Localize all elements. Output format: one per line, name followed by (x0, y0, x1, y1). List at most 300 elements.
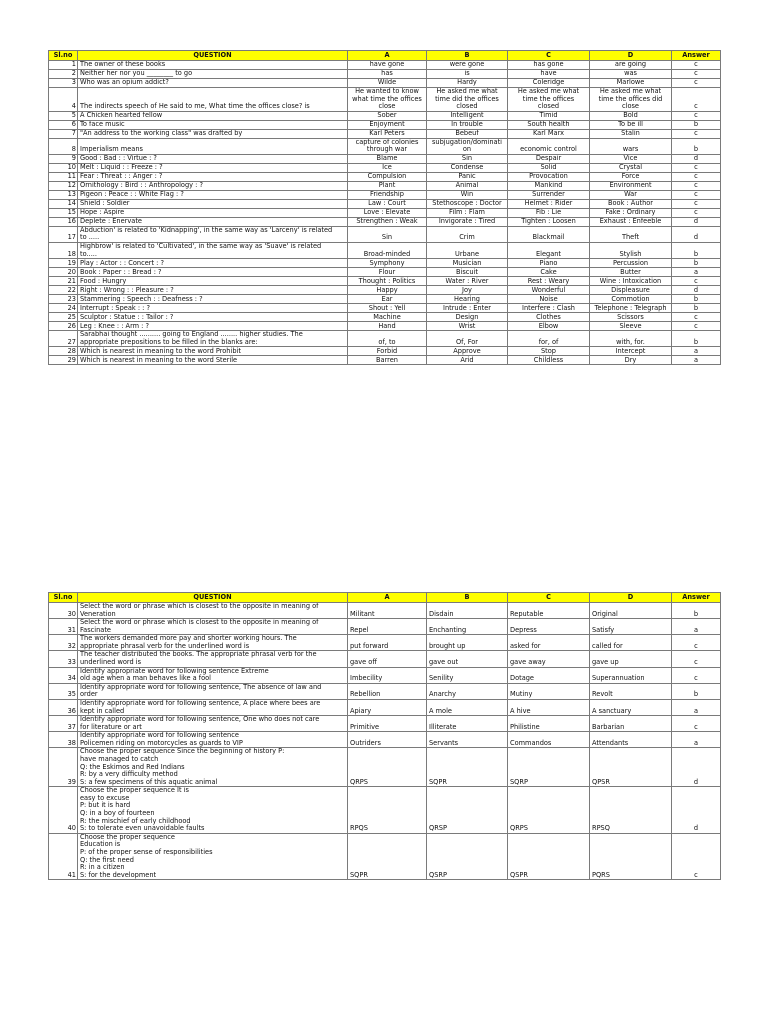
option-d: Sleeve (590, 322, 672, 331)
table-row (49, 208, 721, 217)
question-text: "An address to the working class" was drafted by (78, 129, 348, 138)
answer-cell: b (672, 683, 721, 699)
answer-cell: c (672, 833, 721, 879)
option-b: Win (427, 190, 508, 199)
question-text: Ornithology : Bird : : Anthropology : ? (78, 181, 348, 190)
table-row (49, 259, 721, 268)
table-row (49, 79, 721, 88)
answer-cell: d (672, 748, 721, 787)
option-c: Solid (508, 163, 590, 172)
question-number: 23 (49, 295, 78, 304)
answer-cell: c (672, 172, 721, 181)
question-number: 33 (49, 651, 78, 667)
question-text: Identify appropriate word for following sentence, The absence of law and order (78, 683, 348, 699)
header-question: QUESTION (78, 51, 348, 61)
table-row (49, 304, 721, 313)
option-a: QRPS (348, 748, 427, 787)
option-c: A hive (508, 699, 590, 715)
option-c: for, of (508, 331, 590, 347)
table-row (49, 172, 721, 181)
option-d: with, for. (590, 331, 672, 347)
question-number: 3 (49, 79, 78, 88)
question-text: Play : Actor : : Concert : ? (78, 259, 348, 268)
option-a: Rebellion (348, 683, 427, 699)
answer-cell: b (672, 120, 721, 129)
option-b: Bebeuf (427, 129, 508, 138)
option-a: Ice (348, 163, 427, 172)
option-a: Ear (348, 295, 427, 304)
option-b: Intelligent (427, 111, 508, 120)
option-d: To be ill (590, 120, 672, 129)
answer-cell: c (672, 208, 721, 217)
table-row (49, 667, 721, 683)
option-a: Apiary (348, 699, 427, 715)
question-text: Identify appropriate word for following sentence, One who does not care for literature or art (78, 716, 348, 732)
option-d: A sanctuary (590, 699, 672, 715)
option-a: Sober (348, 111, 427, 120)
question-number: 15 (49, 208, 78, 217)
option-b: QRSP (427, 787, 508, 833)
answer-cell: b (672, 138, 721, 154)
table-row (49, 603, 721, 619)
option-a: Friendship (348, 190, 427, 199)
option-c: Interfere : Clash (508, 304, 590, 313)
option-b: Arid (427, 356, 508, 365)
question-text: Fear : Threat : : Anger : ? (78, 172, 348, 181)
option-b: Stethoscope : Doctor (427, 199, 508, 208)
answer-cell: c (672, 277, 721, 286)
option-a: Machine (348, 313, 427, 322)
option-d: Satisfy (590, 619, 672, 635)
question-number: 25 (49, 313, 78, 322)
table-row (49, 748, 721, 787)
option-b: is (427, 70, 508, 79)
option-a: Karl Peters (348, 129, 427, 138)
table-row (49, 716, 721, 732)
option-a: Law : Court (348, 199, 427, 208)
table-row (49, 322, 721, 331)
question-number: 4 (49, 88, 78, 112)
option-d: Force (590, 172, 672, 181)
option-a: He wanted to know what time the offices close (348, 88, 427, 112)
option-a: Imbecility (348, 667, 427, 683)
question-number: 30 (49, 603, 78, 619)
option-d: Dry (590, 356, 672, 365)
question-number: 6 (49, 120, 78, 129)
option-d: War (590, 190, 672, 199)
question-number: 21 (49, 277, 78, 286)
option-a: Broad-minded (348, 243, 427, 259)
question-text: Pigeon : Peace : : White Flag : ? (78, 190, 348, 199)
question-text: Leg : Knee : : Arm : ? (78, 322, 348, 331)
option-a: Enjoyment (348, 120, 427, 129)
answer-cell: c (672, 70, 721, 79)
option-b: gave out (427, 651, 508, 667)
option-c: Dotage (508, 667, 590, 683)
question-text: The owner of these books (78, 61, 348, 70)
option-a: Strengthen : Weak (348, 217, 427, 226)
option-d: Exhaust : Enfeeble (590, 217, 672, 226)
answer-cell: a (672, 268, 721, 277)
header-answer: Answer (672, 51, 721, 61)
option-b: subjugation/dominati on (427, 138, 508, 154)
table-row (49, 331, 721, 347)
answer-cell: d (672, 286, 721, 295)
question-text: Who was an opium addict? (78, 79, 348, 88)
option-c: Commandos (508, 732, 590, 748)
answer-cell: c (672, 61, 721, 70)
question-text: The teacher distributed the books. The appropriate phrasal verb for the underlined word is (78, 651, 348, 667)
option-b: Film : Flam (427, 208, 508, 217)
option-d: Book : Author (590, 199, 672, 208)
question-number: 1 (49, 61, 78, 70)
option-a: Primitive (348, 716, 427, 732)
question-number: 5 (49, 111, 78, 120)
option-d: Stylish (590, 243, 672, 259)
question-number: 41 (49, 833, 78, 879)
option-c: Fib : Lie (508, 208, 590, 217)
option-a: of, to (348, 331, 427, 347)
option-b: Crim (427, 226, 508, 242)
question-text: Choose the proper sequence It is easy to excuse P: but it is hard Q: in a boy of fourteen R: the mischief of early childhood S: to tolerate even unavoidable faults (78, 787, 348, 833)
table-row (49, 833, 721, 879)
option-b: Senility (427, 667, 508, 683)
option-a: Hand (348, 322, 427, 331)
table-row (49, 154, 721, 163)
question-number: 13 (49, 190, 78, 199)
header-c: C (508, 51, 590, 61)
option-c: Karl Marx (508, 129, 590, 138)
question-text: Melt : Liquid : : Freeze : ? (78, 163, 348, 172)
option-b: SQPR (427, 748, 508, 787)
answer-cell: c (672, 199, 721, 208)
option-b: Invigorate : Tired (427, 217, 508, 226)
question-text: The workers demanded more pay and shorter working hours. The appropriate phrasal verb for the underlined word is (78, 635, 348, 651)
question-table-1 (48, 50, 721, 365)
option-c: Tighten : Loosen (508, 217, 590, 226)
answer-cell: c (672, 716, 721, 732)
option-c: Rest : Weary (508, 277, 590, 286)
header-b: B (427, 51, 508, 61)
question-text: Select the word or phrase which is closest to the opposite in meaning of Veneration (78, 603, 348, 619)
question-text: A Chicken hearted fellow (78, 111, 348, 120)
option-b: Panic (427, 172, 508, 181)
question-number: 19 (49, 259, 78, 268)
table-row (49, 181, 721, 190)
option-b: Disdain (427, 603, 508, 619)
header-d: D (590, 593, 672, 603)
option-d: QPSR (590, 748, 672, 787)
table-row (49, 61, 721, 70)
question-text: Identify appropriate word for following sentence, A place where bees are kept in called (78, 699, 348, 715)
question-number: 38 (49, 732, 78, 748)
question-number: 34 (49, 667, 78, 683)
header-slno: Sl.no (49, 593, 78, 603)
question-number: 40 (49, 787, 78, 833)
question-number: 24 (49, 304, 78, 313)
table-row (49, 120, 721, 129)
option-d: called for (590, 635, 672, 651)
option-a: capture of colonies through war (348, 138, 427, 154)
option-d: Environment (590, 181, 672, 190)
answer-cell: c (672, 651, 721, 667)
option-b: Design (427, 313, 508, 322)
option-a: Happy (348, 286, 427, 295)
option-a: Sin (348, 226, 427, 242)
question-number: 18 (49, 243, 78, 259)
header-question: QUESTION (78, 593, 348, 603)
answer-cell: a (672, 732, 721, 748)
answer-cell: c (672, 667, 721, 683)
question-text: Which is nearest in meaning to the word Prohibit (78, 347, 348, 356)
answer-cell: c (672, 190, 721, 199)
option-b: In trouble (427, 120, 508, 129)
question-number: 20 (49, 268, 78, 277)
header-a: A (348, 51, 427, 61)
question-number: 11 (49, 172, 78, 181)
table-row (49, 732, 721, 748)
option-c: He asked me what time the offices closed (508, 88, 590, 112)
question-text: The indirects speech of He said to me, What time the offices close? is (78, 88, 348, 112)
option-d: PQRS (590, 833, 672, 879)
question-text: Choose the proper sequence Education is P: of the proper sense of responsibilities Q: the first need R: in a citizen S: for the development (78, 833, 348, 879)
option-a: have gone (348, 61, 427, 70)
table-row (49, 635, 721, 651)
answer-cell: d (672, 787, 721, 833)
option-b: Urbane (427, 243, 508, 259)
question-text: Sculptor : Statue : : Tailor : ? (78, 313, 348, 322)
option-c: Timid (508, 111, 590, 120)
answer-cell: d (672, 154, 721, 163)
answer-cell: c (672, 322, 721, 331)
question-number: 8 (49, 138, 78, 154)
option-d: Commotion (590, 295, 672, 304)
table-row (49, 295, 721, 304)
option-d: gave up (590, 651, 672, 667)
option-b: brought up (427, 635, 508, 651)
question-number: 2 (49, 70, 78, 79)
option-a: Flour (348, 268, 427, 277)
table-row (49, 88, 721, 112)
option-a: Plant (348, 181, 427, 190)
option-c: Elbow (508, 322, 590, 331)
option-b: Joy (427, 286, 508, 295)
header-answer: Answer (672, 593, 721, 603)
option-b: Animal (427, 181, 508, 190)
option-c: Blackmail (508, 226, 590, 242)
table-row (49, 217, 721, 226)
option-c: South health (508, 120, 590, 129)
option-c: has gone (508, 61, 590, 70)
option-a: gave off (348, 651, 427, 667)
answer-cell: b (672, 243, 721, 259)
question-text: Which is nearest in meaning to the word Sterile (78, 356, 348, 365)
option-b: Servants (427, 732, 508, 748)
option-d: Intercept (590, 347, 672, 356)
table-row (49, 347, 721, 356)
option-d: Wine : Intoxication (590, 277, 672, 286)
question-number: 14 (49, 199, 78, 208)
option-b: Illiterate (427, 716, 508, 732)
option-d: Scissors (590, 313, 672, 322)
option-b: Of, For (427, 331, 508, 347)
question-number: 7 (49, 129, 78, 138)
question-number: 27 (49, 331, 78, 347)
option-b: were gone (427, 61, 508, 70)
option-b: Approve (427, 347, 508, 356)
option-d: Vice (590, 154, 672, 163)
option-c: Wonderful (508, 286, 590, 295)
table-row (49, 111, 721, 120)
question-number: 16 (49, 217, 78, 226)
option-c: Stop (508, 347, 590, 356)
option-b: Water : River (427, 277, 508, 286)
question-number: 17 (49, 226, 78, 242)
table-row (49, 199, 721, 208)
answer-cell: d (672, 226, 721, 242)
option-d: Butter (590, 268, 672, 277)
question-number: 12 (49, 181, 78, 190)
question-text: Neither her nor you ________ to go (78, 70, 348, 79)
header-slno: Sl.no (49, 51, 78, 61)
table-row (49, 286, 721, 295)
option-a: put forward (348, 635, 427, 651)
option-d: Original (590, 603, 672, 619)
answer-cell: c (672, 111, 721, 120)
option-d: Attendants (590, 732, 672, 748)
table-2-body (49, 603, 721, 880)
question-text: Food : Hungry (78, 277, 348, 286)
table-row (49, 651, 721, 667)
question-number: 26 (49, 322, 78, 331)
option-b: QSRP (427, 833, 508, 879)
option-c: Depress (508, 619, 590, 635)
option-c: Despair (508, 154, 590, 163)
option-d: wars (590, 138, 672, 154)
option-c: Noise (508, 295, 590, 304)
option-d: Percussion (590, 259, 672, 268)
option-d: Telephone : Telegraph (590, 304, 672, 313)
option-c: Reputable (508, 603, 590, 619)
option-a: Outriders (348, 732, 427, 748)
option-c: have (508, 70, 590, 79)
question-text: Interrupt : Speak : : ? (78, 304, 348, 313)
answer-cell: b (672, 295, 721, 304)
answer-cell: c (672, 129, 721, 138)
answer-cell: c (672, 88, 721, 112)
table-row (49, 268, 721, 277)
table-header-row (49, 593, 721, 603)
question-number: 37 (49, 716, 78, 732)
question-text: Select the word or phrase which is closest to the opposite in meaning of Fascinate (78, 619, 348, 635)
question-number: 32 (49, 635, 78, 651)
option-c: Coleridge (508, 79, 590, 88)
answer-cell: a (672, 356, 721, 365)
option-a: Compulsion (348, 172, 427, 181)
option-c: Surrender (508, 190, 590, 199)
table-header-row (49, 51, 721, 61)
table-row (49, 356, 721, 365)
option-a: Wilde (348, 79, 427, 88)
option-d: Stalin (590, 129, 672, 138)
table-row (49, 190, 721, 199)
option-c: Mankind (508, 181, 590, 190)
question-text: Deplete : Enervate (78, 217, 348, 226)
question-text: To face music (78, 120, 348, 129)
answer-cell: a (672, 619, 721, 635)
option-b: Musician (427, 259, 508, 268)
option-a: Thought : Politics (348, 277, 427, 286)
option-c: Childless (508, 356, 590, 365)
table-row (49, 277, 721, 286)
option-c: Helmet : Rider (508, 199, 590, 208)
table-row (49, 129, 721, 138)
option-b: Sin (427, 154, 508, 163)
answer-cell: b (672, 304, 721, 313)
option-a: RPQS (348, 787, 427, 833)
question-text: Stammering : Speech : : Deafness : ? (78, 295, 348, 304)
header-c: C (508, 593, 590, 603)
table-row (49, 163, 721, 172)
table-row (49, 787, 721, 833)
question-number: 31 (49, 619, 78, 635)
option-b: A mole (427, 699, 508, 715)
table-row (49, 138, 721, 154)
table-row (49, 619, 721, 635)
answer-cell: c (672, 181, 721, 190)
answer-cell: c (672, 163, 721, 172)
option-b: Hardy (427, 79, 508, 88)
question-number: 9 (49, 154, 78, 163)
table-1-body (49, 61, 721, 365)
question-text: Book : Paper : : Bread : ? (78, 268, 348, 277)
answer-cell: c (672, 79, 721, 88)
answer-cell: d (672, 217, 721, 226)
question-text: Identify appropriate word for following sentence Extreme old age when a man behaves like a fool (78, 667, 348, 683)
question-table-2 (48, 592, 721, 880)
answer-cell: b (672, 331, 721, 347)
question-number: 22 (49, 286, 78, 295)
option-c: Clothes (508, 313, 590, 322)
option-b: Condense (427, 163, 508, 172)
option-a: SQPR (348, 833, 427, 879)
question-text: Hope : Aspire (78, 208, 348, 217)
option-c: Piano (508, 259, 590, 268)
option-d: Barbarian (590, 716, 672, 732)
question-text: Choose the proper sequence Since the beginning of history P: have managed to catch Q: the Eskimos and Red Indians R: by a very difficulty method S: a few specimens of this aquatic animal (78, 748, 348, 787)
question-number: 29 (49, 356, 78, 365)
option-c: Elegant (508, 243, 590, 259)
question-number: 39 (49, 748, 78, 787)
option-d: Marlowe (590, 79, 672, 88)
question-number: 36 (49, 699, 78, 715)
option-c: QRPS (508, 787, 590, 833)
option-d: are going (590, 61, 672, 70)
option-a: Barren (348, 356, 427, 365)
option-d: RPSQ (590, 787, 672, 833)
option-b: Wrist (427, 322, 508, 331)
question-text: Highbrow' is related to 'Cultivated', in the same way as 'Suave' is related to..... (78, 243, 348, 259)
option-c: Cake (508, 268, 590, 277)
table-row (49, 699, 721, 715)
option-c: economic control (508, 138, 590, 154)
answer-cell: a (672, 347, 721, 356)
table-row (49, 313, 721, 322)
option-b: Biscuit (427, 268, 508, 277)
option-d: Fake : Ordinary (590, 208, 672, 217)
option-a: Shout : Yell (348, 304, 427, 313)
option-d: was (590, 70, 672, 79)
